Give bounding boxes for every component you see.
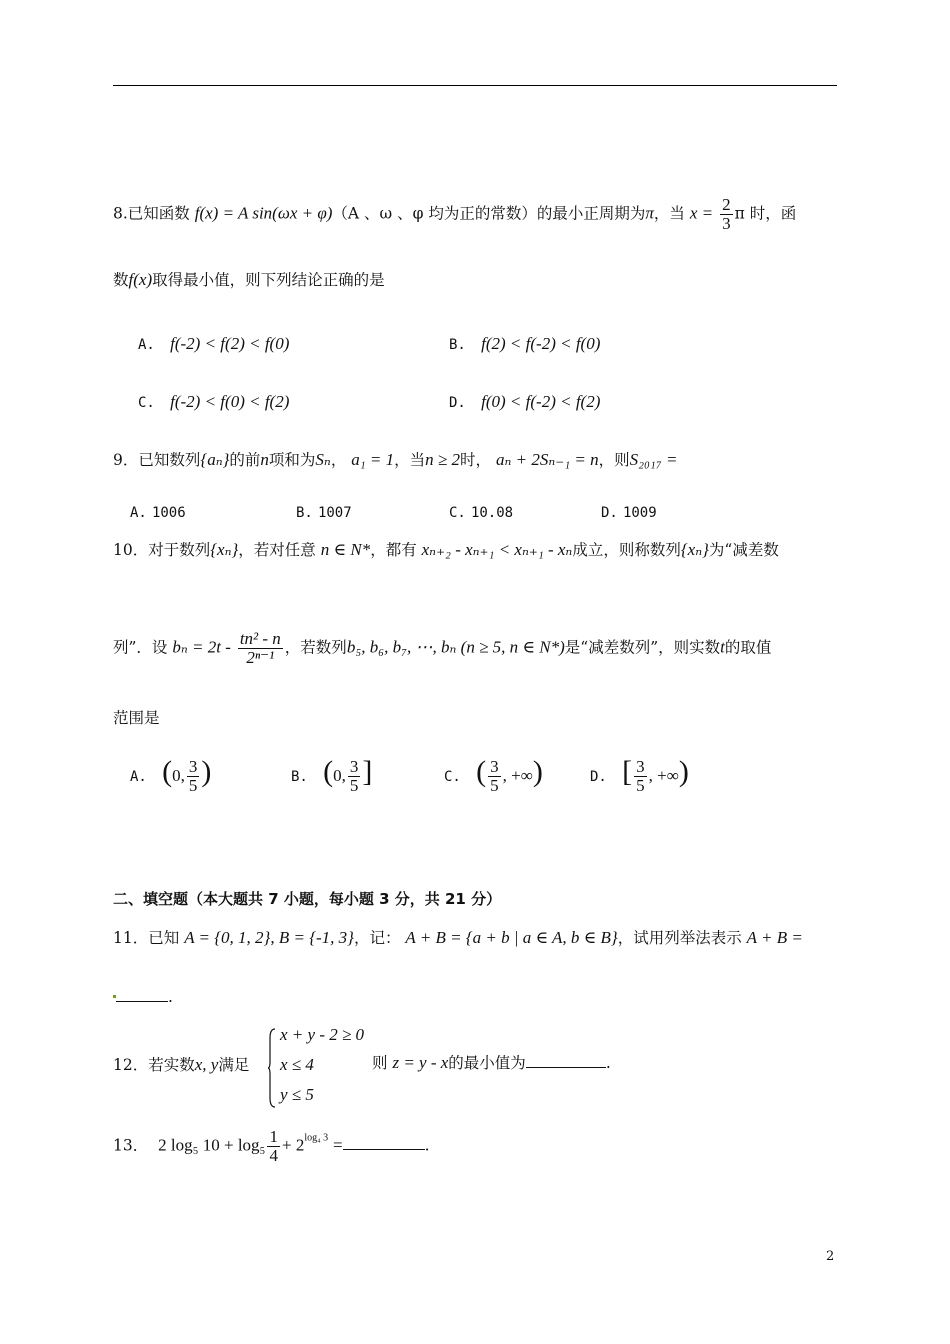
q11-answer-line[interactable]: . — [116, 988, 173, 1007]
q13-line: 13． 2 log₅ 10 + log₅ $\frac{1}{4}$ + $2^{log_4 3}$ = . — [113, 1127, 430, 1165]
q10-option-c[interactable]: C. ( $\frac{3}{5}$ , +∞) — [444, 755, 543, 795]
q9-option-c[interactable]: C. 10.08 — [449, 505, 514, 521]
section2-title: 二、填空题（本大题共 7 小题，每小题 3 分，共 21 分） — [113, 890, 502, 908]
q8-option-a[interactable]: A. f(-2) < f(2) < f(0) — [138, 334, 290, 353]
q13-fraction: $\frac{1}{4}$ — [269, 1127, 278, 1165]
q13-answer-blank[interactable] — [343, 1148, 425, 1150]
q11-line: 11．已知 A = {0, 1, 2}, B = {-1, 3}，记： A + B = {a + b | a ∈ A, b ∈ B}，试用列举法表示 A + B = — [113, 928, 803, 947]
q12-constraint-1: x + y - 2 ≥ 0 — [280, 1025, 365, 1044]
q10-bn-fraction: $\frac{\text{tn² - n}}{\text{2ⁿ⁻¹}}$ — [239, 629, 281, 667]
q8-line1: 8.已知函数 f(x) = A sin(ωx + φ)（A 、ω 、φ 均为正的常数）的最小正周期为π，当 x = $\frac{2}{3}$ π 时，函 — [113, 195, 797, 233]
q8-option-b[interactable]: B. f(2) < f(-2) < f(0) — [449, 334, 601, 353]
q10-option-a[interactable]: A. (0, $\frac{3}{5}$ ) — [130, 755, 212, 795]
q12-system-brace — [268, 1028, 276, 1108]
header-rule — [113, 85, 837, 86]
q10-b-fraction: $\frac{3}{5}$ — [349, 757, 359, 795]
q12-tail: 则 z = y - x的最小值为 . — [372, 1053, 611, 1072]
q9-option-a[interactable]: A. 1006 — [130, 505, 186, 521]
page-number: 2 — [826, 1249, 835, 1264]
q10-d-fraction: $\frac{3}{5}$ — [636, 757, 645, 795]
q12-answer-blank[interactable] — [526, 1066, 606, 1068]
q9-option-d[interactable]: D. 1009 — [601, 505, 657, 521]
q10-option-b[interactable]: B. (0, $\frac{3}{5}$ ] — [291, 755, 373, 795]
q10-option-d[interactable]: D. [ $\frac{3}{5}$ , +∞) — [590, 755, 689, 795]
q10-line2: 列”．设 bₙ = 2t - $\frac{\text{tn² - n}}{\text{2ⁿ⁻¹}}$ ，若数列b₅, b₆, b₇, ⋯, bₙ (n ≥ 5, n ∈ N*)是“减差数列”，则实数t的取值 — [113, 629, 772, 667]
q10-line3: 范围是 — [113, 709, 160, 727]
q8-option-d[interactable]: D. f(0) < f(-2) < f(2) — [449, 392, 601, 411]
q9-line: 9．已知数列{aₙ}的前n项和为Sₙ， a₁ = 1，当n ≥ 2时， aₙ + 2Sₙ₋₁ = n，则S₂₀₁₇ = — [113, 450, 678, 469]
q10-a-fraction: $\frac{3}{5}$ — [188, 757, 198, 795]
q8-option-c[interactable]: C. f(-2) < f(0) < f(2) — [138, 392, 290, 411]
q10-line1: 10．对于数列{xₙ}，若对任意 n ∈ N*，都有 xₙ₊₂ - xₙ₊₁ < xₙ₊₁ - xₙ成立，则称数列{xₙ}为“减差数 — [113, 540, 779, 559]
q8-line2: 数f(x)取得最小值，则下列结论正确的是 — [113, 270, 385, 289]
q8-fraction: $\frac{2}{3}$ — [722, 195, 731, 233]
q12-constraint-2: x ≤ 4 — [280, 1055, 314, 1074]
q10-c-fraction: $\frac{3}{5}$ — [490, 757, 499, 795]
q12-constraint-3: y ≤ 5 — [280, 1085, 314, 1104]
q11-answer-blank[interactable] — [116, 1000, 168, 1002]
q9-option-b[interactable]: B. 1007 — [296, 505, 352, 521]
q12-lead: 12．若实数x, y满足 — [113, 1055, 250, 1074]
